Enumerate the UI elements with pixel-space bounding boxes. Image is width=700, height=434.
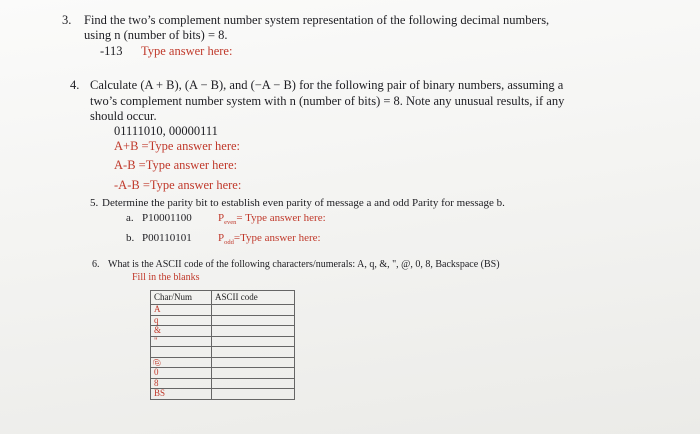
row-char: [151, 347, 212, 358]
row-char: BS: [151, 389, 212, 400]
q6-text: What is the ASCII code of the following characters/numerals: A, q, &, ", @, 0, 8, Backspace (BS): [108, 259, 500, 270]
q5-a-answer-text: = Type answer here:: [236, 212, 326, 224]
q5-b-label: b.: [126, 232, 135, 244]
q5-b-value: P00110101: [142, 232, 192, 244]
q4-a-plus-b-field[interactable]: A+B =Type answer here:: [114, 139, 241, 153]
header-ascii-code: ASCII code: [212, 291, 295, 305]
q4-a-minus-b-field[interactable]: A-B =Type answer here:: [114, 158, 238, 172]
row-char: 8: [151, 378, 212, 389]
q5-b-answer-field[interactable]: [218, 232, 321, 246]
ascii-code-input[interactable]: [212, 389, 295, 400]
q4-text-line1: Calculate (A + B), (A − B), and (−A − B) for the following pair of binary numbers, assuming a: [90, 78, 564, 92]
q4-numbers: 01111010, 00000111: [114, 124, 218, 138]
table-row: [151, 305, 295, 316]
q5-a-parity-sub: even: [224, 219, 237, 227]
table-row: [151, 357, 295, 368]
row-char-rotated: @: [153, 358, 163, 366]
row-char: A: [151, 305, 212, 316]
row-char: 0: [151, 368, 212, 379]
table-row: [151, 347, 295, 358]
ascii-code-input[interactable]: [212, 368, 295, 379]
q4-text-line2: two’s complement number system with n (number of bits) = 8. Note any unusual results, if any: [90, 94, 565, 108]
q5-b-answer-text: =Type answer here:: [233, 232, 321, 244]
q6-number: 6.: [92, 259, 100, 270]
ascii-code-input[interactable]: [212, 326, 295, 337]
row-char: [151, 357, 212, 368]
q3-answer-field[interactable]: Type answer here:: [141, 44, 233, 58]
table-row: [151, 368, 295, 379]
ascii-code-input[interactable]: [212, 336, 295, 347]
row-char: &: [151, 326, 212, 337]
q5-b-parity-sub: odd: [224, 239, 234, 247]
q5-text: Determine the parity bit to establish even parity of message a and odd Parity for message b.: [102, 197, 505, 209]
ascii-code-input[interactable]: [212, 378, 295, 389]
ascii-code-input[interactable]: [212, 347, 295, 358]
table-row: [151, 315, 295, 326]
ascii-table: [150, 290, 295, 400]
ascii-code-input[interactable]: [212, 315, 295, 326]
q3-text-line1: Find the two’s complement number system representation of the following decimal numbers,: [84, 13, 550, 27]
q3-value: -113: [100, 44, 123, 58]
q4-number: 4.: [70, 78, 80, 92]
table-row: [151, 336, 295, 347]
row-char: q: [151, 315, 212, 326]
table-header-row: [151, 291, 295, 305]
header-char-num: Char/Num: [151, 291, 212, 305]
table-row: [151, 389, 295, 400]
q5-number: 5.: [90, 197, 99, 209]
q3-number: 3.: [62, 13, 72, 27]
table-row: [151, 326, 295, 337]
table-row: [151, 378, 295, 389]
row-char: ": [151, 336, 212, 347]
q5-a-label: a.: [126, 212, 134, 224]
q4-neg-a-minus-b-field[interactable]: -A-B =Type answer here:: [114, 178, 242, 192]
q5-b-parity-symbol: P: [218, 232, 225, 244]
q4-text-line3: should occur.: [90, 109, 157, 123]
q5-a-value: P10001100: [142, 212, 192, 224]
ascii-code-input[interactable]: [212, 305, 295, 316]
q5-a-answer-field[interactable]: [218, 212, 326, 226]
ascii-code-input[interactable]: [212, 357, 295, 368]
q5-a-parity-symbol: P: [218, 212, 225, 224]
q3-text-line2: using n (number of bits) = 8.: [84, 28, 228, 42]
q6-fill-prompt: Fill in the blanks: [132, 272, 200, 283]
